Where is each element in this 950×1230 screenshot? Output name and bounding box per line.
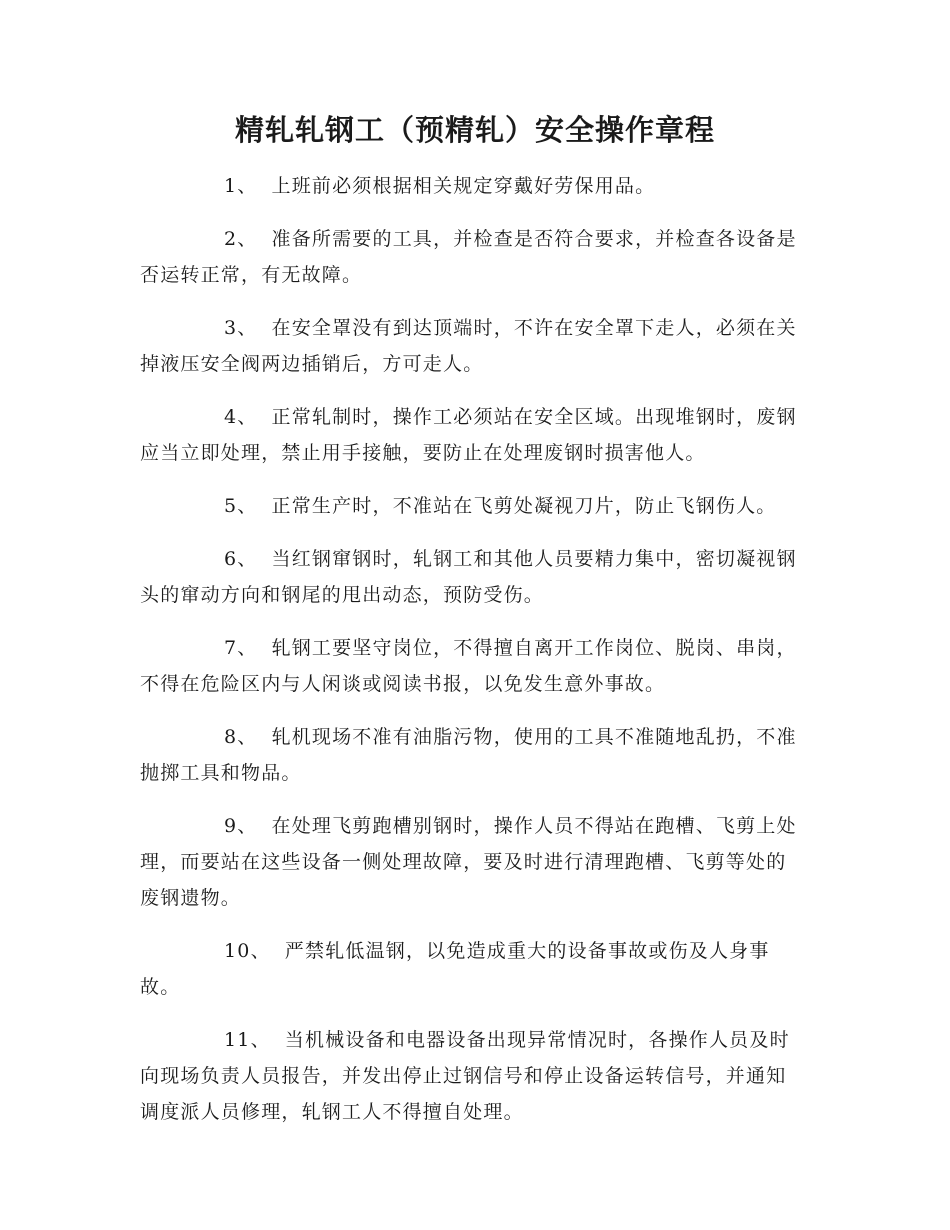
list-item	[140, 488, 802, 524]
item-number: 1、	[224, 175, 258, 197]
item-number: 10、	[224, 940, 271, 962]
item-text: 正常轧制时，操作工必须站在安全区域。出现堆钢时，废钢应当立即处理，禁止用手接触，要防止在处理废钢时损害他人。	[140, 406, 797, 464]
item-text: 当红钢窜钢时，轧钢工和其他人员要精力集中，密切凝视钢头的窜动方向和钢尾的甩出动态，预防受伤。	[140, 548, 797, 606]
list-item	[140, 541, 802, 613]
item-number: 8、	[224, 726, 258, 748]
item-number: 3、	[224, 317, 258, 339]
list-item	[140, 221, 802, 293]
list-item	[140, 933, 802, 1005]
list-item	[140, 808, 802, 916]
item-number: 9、	[224, 815, 258, 837]
item-text: 严禁轧低温钢，以免造成重大的设备事故或伤及人身事故。	[140, 940, 770, 998]
item-number: 4、	[224, 406, 258, 428]
item-text: 准备所需要的工具，并检查是否符合要求，并检查各设备是否运转正常，有无故障。	[140, 228, 797, 286]
item-text: 当机械设备和电器设备出现异常情况时，各操作人员及时向现场负责人员报告，并发出停止过钢信号和停止设备运转信号，并通知调度派人员修理，轧钢工人不得擅自处理。	[140, 1029, 790, 1123]
item-number: 7、	[224, 637, 258, 659]
item-text: 轧机现场不准有油脂污物，使用的工具不准随地乱扔，不准抛掷工具和物品。	[140, 726, 797, 784]
item-number: 6、	[224, 548, 258, 570]
item-number: 2、	[224, 228, 258, 250]
list-item	[140, 719, 802, 791]
item-text: 在安全罩没有到达顶端时，不许在安全罩下走人，必须在关掉液压安全阀两边插销后，方可走人。	[140, 317, 797, 375]
item-text: 轧钢工要坚守岗位，不得擅自离开工作岗位、脱岗、串岗，不得在危险区内与人闲谈或阅读书报，以免发生意外事故。	[140, 637, 797, 695]
list-item	[140, 310, 802, 382]
item-number: 11、	[224, 1029, 271, 1051]
item-text: 上班前必须根据相关规定穿戴好劳保用品。	[271, 175, 656, 197]
item-number: 5、	[224, 495, 258, 517]
item-text: 正常生产时，不准站在飞剪处凝视刀片，防止飞钢伤人。	[271, 495, 777, 517]
list-item	[140, 399, 802, 471]
document-title: 精轧轧钢工（预精轧）安全操作章程	[234, 113, 715, 147]
list-item	[140, 1022, 802, 1130]
list-item	[140, 168, 802, 204]
item-text: 在处理飞剪跑槽别钢时，操作人员不得站在跑槽、飞剪上处理，而要站在这些设备一侧处理故障，要及时进行清理跑槽、飞剪等处的废钢遗物。	[140, 815, 797, 909]
list-item	[140, 630, 802, 702]
document-body	[140, 168, 802, 1147]
